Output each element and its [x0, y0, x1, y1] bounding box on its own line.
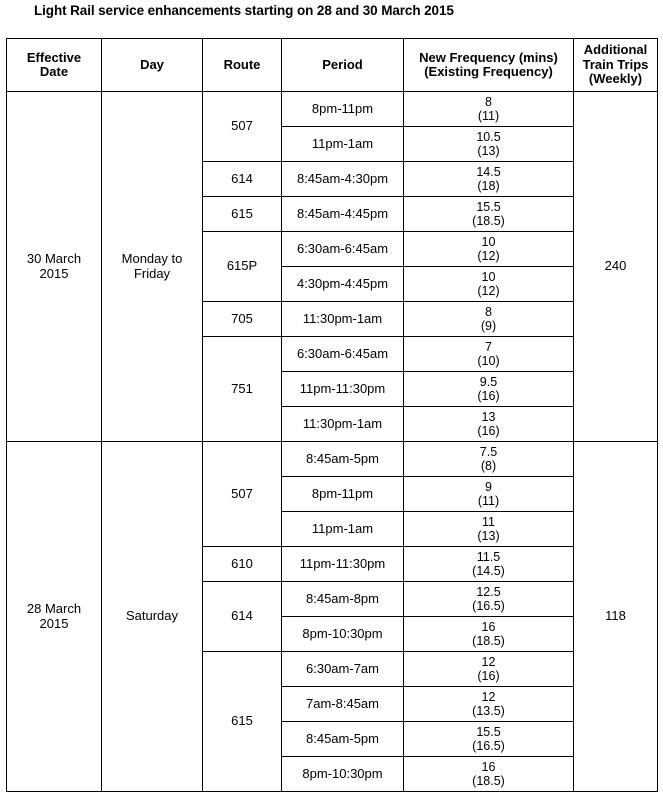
existing-frequency: (18.5) — [472, 214, 505, 228]
new-frequency: 13 — [481, 410, 496, 424]
frequency-cell — [404, 652, 574, 687]
new-frequency: 12 — [481, 655, 496, 669]
existing-frequency: (11) — [477, 494, 500, 508]
period-cell: 11pm-1am — [282, 127, 404, 162]
frequency-cell — [404, 512, 574, 547]
period-cell: 4:30pm-4:45pm — [282, 267, 404, 302]
frequency-cell — [404, 722, 574, 757]
period-cell: 8:45am-5pm — [282, 442, 404, 477]
existing-frequency: (16.5) — [472, 599, 505, 613]
header-frequency: New Frequency (mins) (Existing Frequency) — [404, 39, 574, 92]
frequency-cell — [404, 582, 574, 617]
new-frequency: 15.5 — [476, 725, 501, 739]
frequency-cell — [404, 477, 574, 512]
frequency-cell — [404, 92, 574, 127]
period-cell: 8pm-10:30pm — [282, 757, 404, 792]
frequency-cell — [404, 232, 574, 267]
page-title: Light Rail service enhancements starting on 28 and 30 March 2015 — [34, 3, 454, 18]
route-cell: 615P — [203, 232, 282, 302]
new-frequency: 10 — [481, 270, 496, 284]
new-frequency: 10.5 — [476, 130, 501, 144]
existing-frequency: (11) — [477, 109, 500, 123]
period-cell: 8:45am-8pm — [282, 582, 404, 617]
header-row — [7, 39, 658, 92]
header-additional-trips: Additional Train Trips (Weekly) — [574, 39, 658, 92]
period-cell: 8pm-11pm — [282, 92, 404, 127]
frequency-cell — [404, 162, 574, 197]
new-frequency: 11.5 — [476, 550, 501, 564]
new-frequency: 12.5 — [476, 585, 501, 599]
period-cell: 11pm-11:30pm — [282, 372, 404, 407]
new-frequency: 16 — [481, 620, 496, 634]
frequency-cell — [404, 442, 574, 477]
frequency-cell — [404, 127, 574, 162]
service-table — [6, 38, 658, 792]
additional-trips-cell: 240 — [574, 92, 658, 442]
route-cell: 507 — [203, 442, 282, 547]
frequency-cell — [404, 547, 574, 582]
day-cell: Saturday — [102, 442, 203, 792]
existing-frequency: (13) — [477, 144, 500, 158]
frequency-cell — [404, 267, 574, 302]
existing-frequency: (9) — [480, 319, 497, 333]
existing-frequency: (13) — [477, 529, 500, 543]
new-frequency: 8 — [485, 95, 492, 109]
period-cell: 8:45am-4:45pm — [282, 197, 404, 232]
new-frequency: 9 — [485, 480, 492, 494]
period-cell: 8:45am-4:30pm — [282, 162, 404, 197]
new-frequency: 7.5 — [479, 445, 498, 459]
existing-frequency: (18) — [477, 179, 500, 193]
period-cell: 7am-8:45am — [282, 687, 404, 722]
period-cell: 8pm-11pm — [282, 477, 404, 512]
day-cell: Monday to Friday — [102, 92, 203, 442]
period-cell: 6:30am-6:45am — [282, 232, 404, 267]
frequency-cell — [404, 757, 574, 792]
frequency-cell — [404, 197, 574, 232]
header-route: Route — [203, 39, 282, 92]
period-cell: 8:45am-5pm — [282, 722, 404, 757]
existing-frequency: (18.5) — [472, 774, 505, 788]
existing-frequency: (16) — [477, 389, 500, 403]
existing-frequency: (14.5) — [472, 564, 505, 578]
existing-frequency: (16) — [477, 424, 500, 438]
effective-date-cell: 28 March 2015 — [7, 442, 102, 792]
period-cell: 6:30am-7am — [282, 652, 404, 687]
period-cell: 11:30pm-1am — [282, 302, 404, 337]
new-frequency: 12 — [481, 690, 496, 704]
frequency-cell — [404, 337, 574, 372]
frequency-cell — [404, 617, 574, 652]
new-frequency: 15.5 — [476, 200, 501, 214]
period-cell: 6:30am-6:45am — [282, 337, 404, 372]
period-cell: 8pm-10:30pm — [282, 617, 404, 652]
existing-frequency: (8) — [480, 459, 497, 473]
additional-trips-cell: 118 — [574, 442, 658, 792]
header-day: Day — [102, 39, 203, 92]
existing-frequency: (16) — [477, 669, 500, 683]
table-row — [7, 442, 658, 477]
route-cell: 615 — [203, 652, 282, 792]
existing-frequency: (13.5) — [472, 704, 505, 718]
existing-frequency: (12) — [477, 284, 500, 298]
effective-date-cell: 30 March 2015 — [7, 92, 102, 442]
period-cell: 11pm-1am — [282, 512, 404, 547]
frequency-cell — [404, 302, 574, 337]
header-effective-date: Effective Date — [7, 39, 102, 92]
header-period: Period — [282, 39, 404, 92]
table-row — [7, 92, 658, 127]
new-frequency: 7 — [485, 340, 492, 354]
route-cell: 751 — [203, 337, 282, 442]
existing-frequency: (10) — [477, 354, 500, 368]
new-frequency: 11 — [482, 515, 495, 529]
frequency-cell — [404, 687, 574, 722]
route-cell: 610 — [203, 547, 282, 582]
route-cell: 614 — [203, 582, 282, 652]
route-cell: 614 — [203, 162, 282, 197]
new-frequency: 14.5 — [476, 165, 501, 179]
frequency-cell — [404, 372, 574, 407]
new-frequency: 8 — [485, 305, 492, 319]
route-cell: 615 — [203, 197, 282, 232]
route-cell: 705 — [203, 302, 282, 337]
new-frequency: 9.5 — [479, 375, 498, 389]
existing-frequency: (18.5) — [472, 634, 505, 648]
new-frequency: 16 — [481, 760, 496, 774]
frequency-cell — [404, 407, 574, 442]
period-cell: 11:30pm-1am — [282, 407, 404, 442]
route-cell: 507 — [203, 92, 282, 162]
existing-frequency: (16.5) — [472, 739, 505, 753]
new-frequency: 10 — [481, 235, 496, 249]
period-cell: 11pm-11:30pm — [282, 547, 404, 582]
existing-frequency: (12) — [477, 249, 500, 263]
